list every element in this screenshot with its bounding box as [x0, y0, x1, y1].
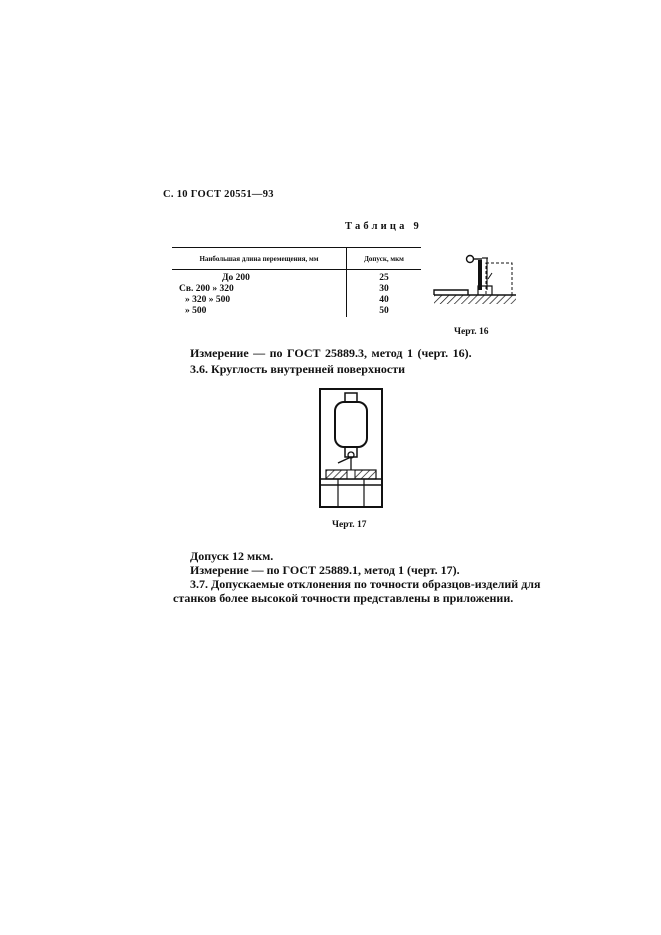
cell-range: До 200 — [172, 270, 347, 285]
paragraph-measurement-17: Измерение — по ГОСТ 25889.1, метод 1 (черт. 17). — [190, 563, 460, 577]
table-row — [172, 284, 421, 295]
section-3-7-line-2: станков более высокой точности представлены в приложении. — [173, 591, 514, 605]
figure-16-caption: Черт. 16 — [454, 327, 489, 337]
column-header-length: Наибольшая длина перемещения, мм — [172, 248, 347, 270]
table-row — [172, 270, 421, 285]
table-row — [172, 306, 421, 317]
cell-range: » 500 — [172, 306, 347, 317]
tolerance-table — [172, 247, 421, 317]
cell-value: 25 — [379, 273, 389, 283]
paragraph-measurement-16: Измерение — по ГОСТ 25889.3, метод 1 (черт. 16). — [190, 346, 472, 360]
table-title: Таблица 9 — [345, 221, 422, 232]
section-3-7-line-1: 3.7. Допускаемые отклонения по точности образцов-изделий для — [190, 577, 541, 591]
column-header-tolerance: Допуск, мкм — [347, 248, 422, 270]
figure-16-drawing — [432, 248, 518, 310]
page-header: С. 10 ГОСТ 20551—93 — [163, 189, 274, 200]
cell-value: 40 — [379, 295, 389, 305]
section-heading-3-6: 3.6. Круглость внутренней поверхности — [190, 362, 406, 376]
cell-value: 30 — [379, 284, 389, 294]
figure-17-drawing — [318, 387, 384, 509]
cell-range: » 320 » 500 — [172, 295, 347, 306]
cell-value: 50 — [379, 306, 389, 316]
table-row — [172, 295, 421, 306]
paragraph-tolerance: Допуск 12 мкм. — [190, 549, 274, 563]
cell-range: Св. 200 » 320 — [172, 284, 347, 295]
figure-17-caption: Черт. 17 — [332, 520, 367, 530]
